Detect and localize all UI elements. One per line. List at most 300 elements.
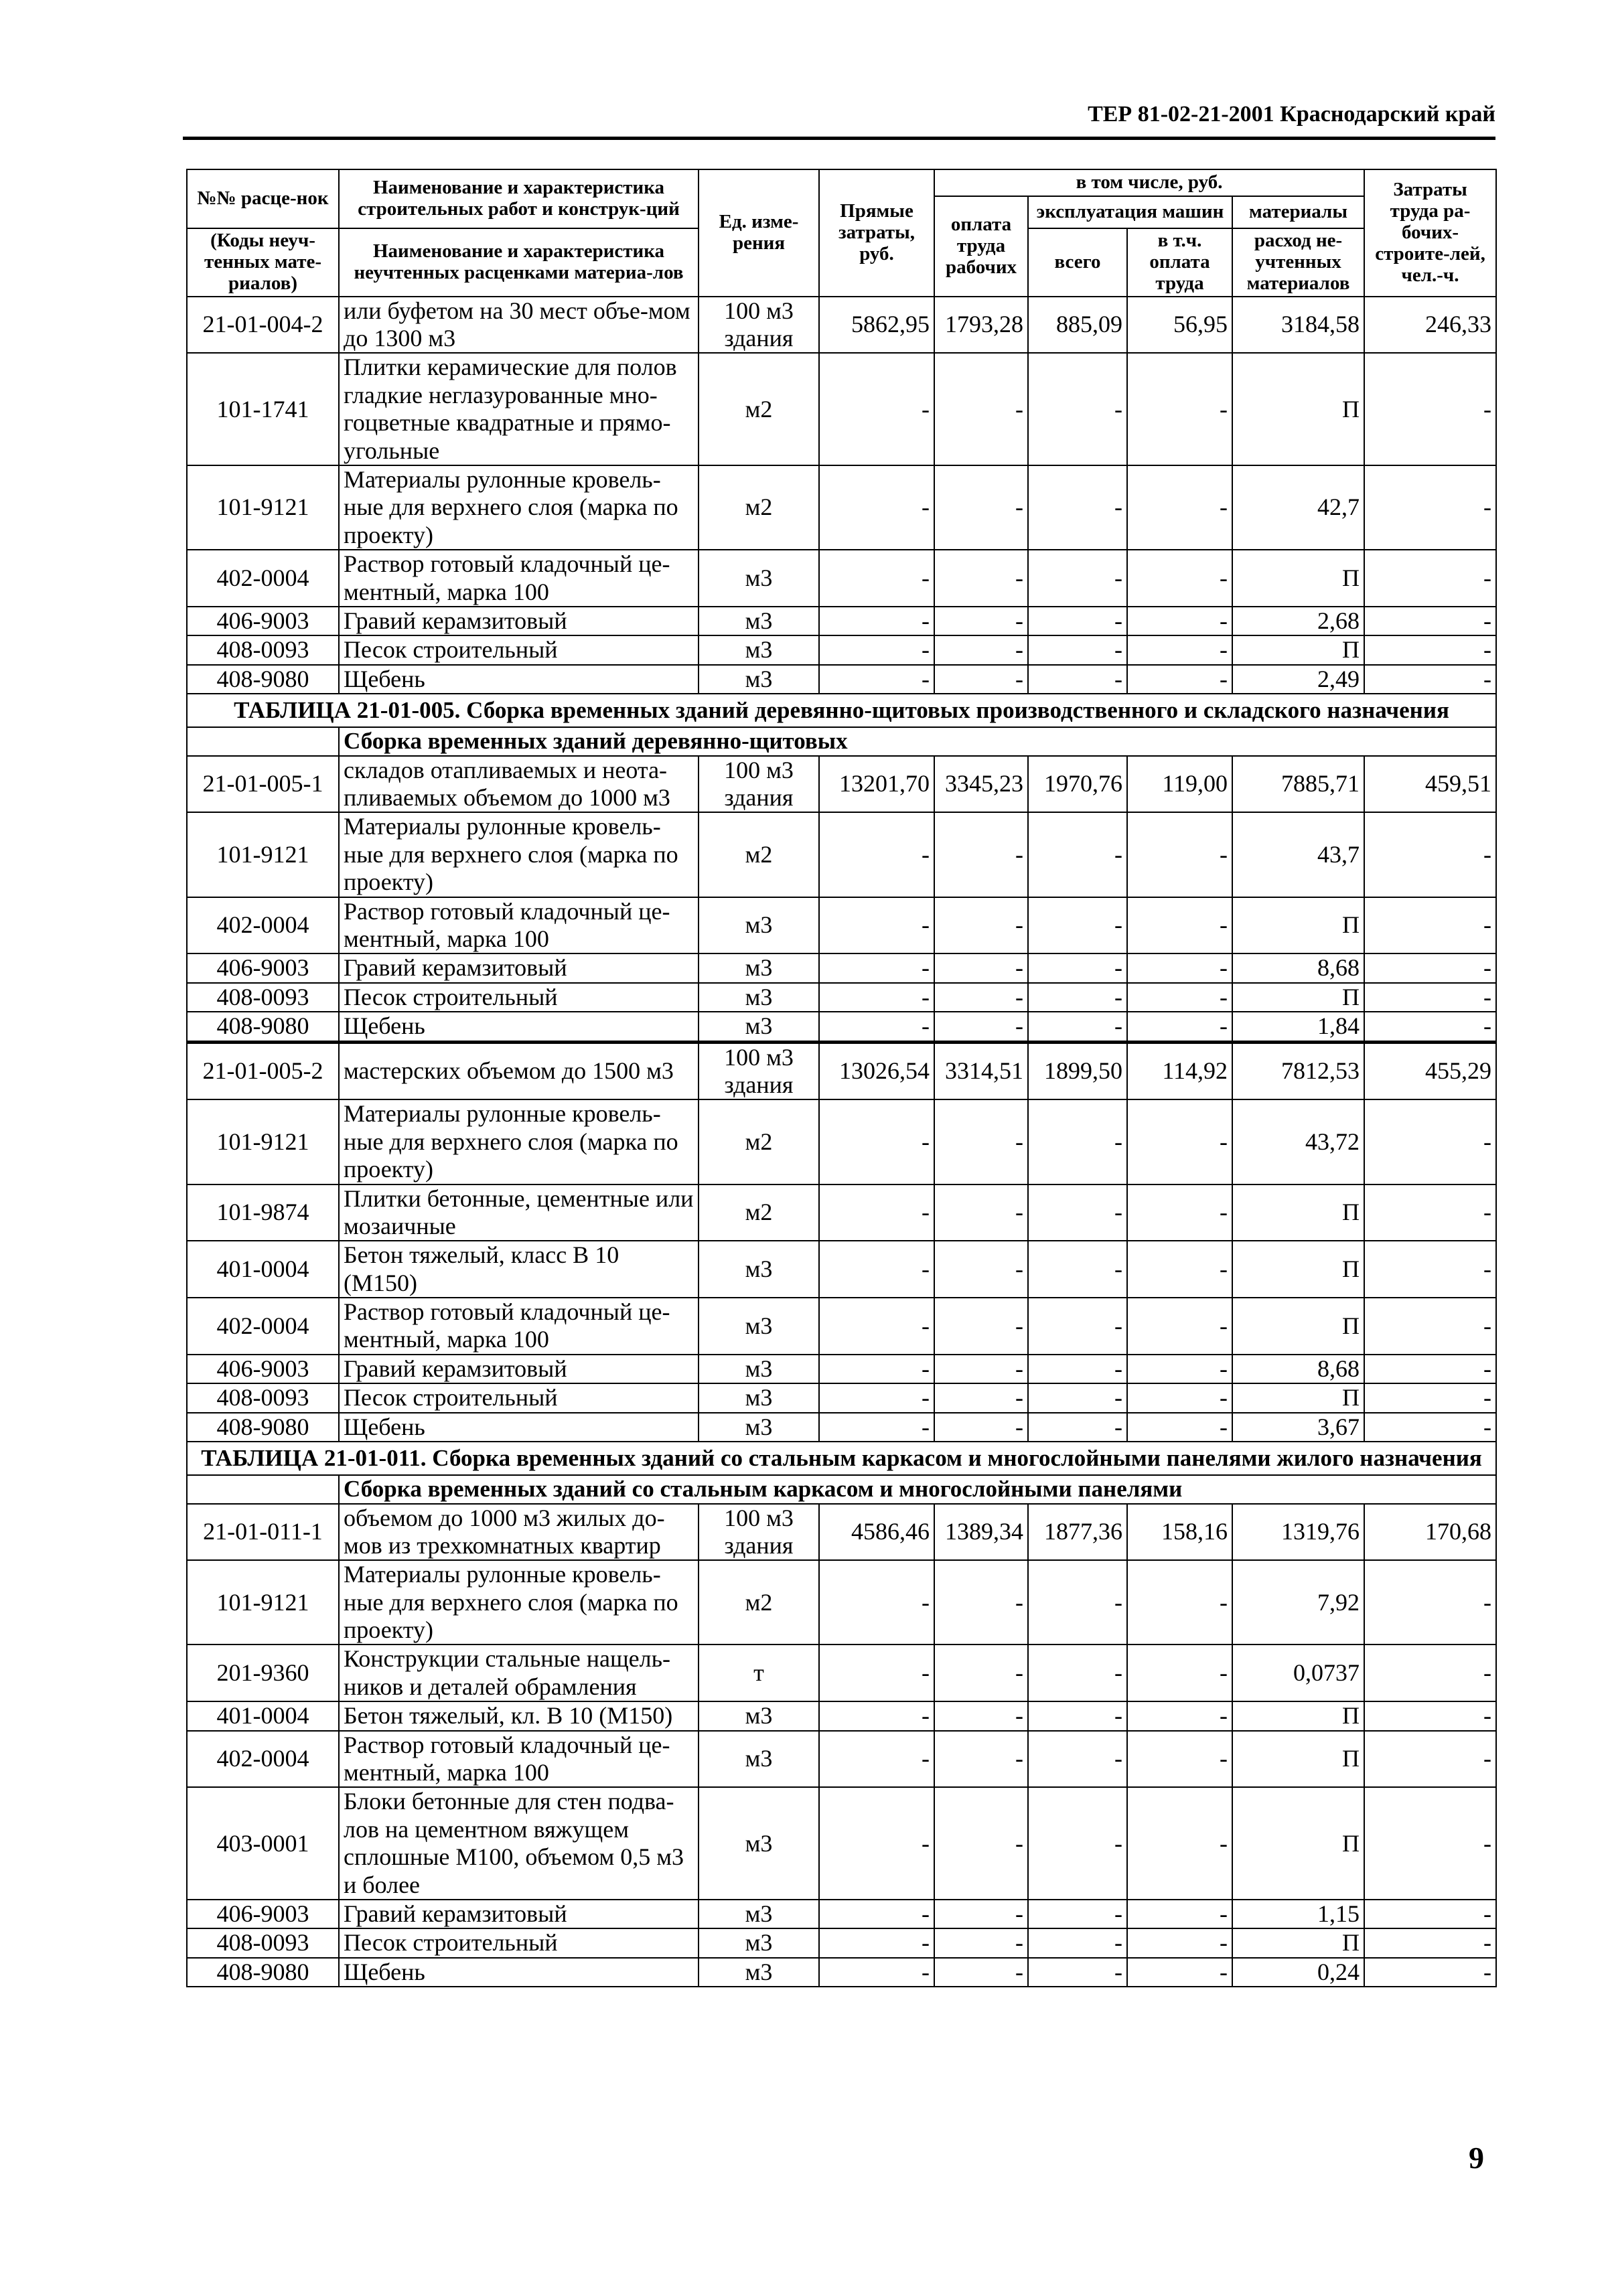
- unit-cell: 100 м3 здания: [699, 297, 819, 354]
- labor-pay-cell: -: [934, 1298, 1028, 1355]
- item-name-cell: Раствор готовый кладочный це-ментный, марка 100: [339, 550, 699, 607]
- labor-pay-cell: -: [934, 1560, 1028, 1644]
- table-row: [187, 812, 1496, 897]
- rate-code-cell: 402-0004: [187, 1731, 339, 1788]
- machines-total-cell: -: [1028, 1701, 1127, 1730]
- machines-labor-pay-cell: -: [1127, 1241, 1232, 1298]
- worker-hours-cell: -: [1364, 812, 1496, 897]
- materials-cell: 3184,58: [1232, 297, 1364, 354]
- unit-cell: м2: [699, 1099, 819, 1184]
- direct-costs-cell: -: [819, 665, 934, 694]
- direct-costs-cell: -: [819, 1355, 934, 1383]
- worker-hours-cell: -: [1364, 1731, 1496, 1788]
- table-row: [187, 1787, 1496, 1900]
- worker-hours-cell: 459,51: [1364, 756, 1496, 813]
- rate-code-cell: 101-9874: [187, 1184, 339, 1241]
- worker-hours-cell: -: [1364, 1241, 1496, 1298]
- table-header: [187, 169, 1496, 297]
- item-name-cell: Гравий керамзитовый: [339, 607, 699, 635]
- rate-code-cell: 408-0093: [187, 1928, 339, 1957]
- machines-labor-pay-cell: -: [1127, 1298, 1232, 1355]
- machines-total-cell: -: [1028, 353, 1127, 465]
- unit-cell: м3: [699, 1928, 819, 1957]
- rate-code-cell: 406-9003: [187, 1355, 339, 1383]
- machines-total-cell: -: [1028, 812, 1127, 897]
- machines-labor-pay-cell: -: [1127, 812, 1232, 897]
- section-title: ТАБЛИЦА 21-01-011. Сборка временных зданий со стальным каркасом и многослойными панелями жилого назначения: [187, 1442, 1496, 1475]
- worker-hours-cell: -: [1364, 953, 1496, 982]
- machines-labor-pay-cell: -: [1127, 1644, 1232, 1701]
- labor-pay-cell: 3345,23: [934, 756, 1028, 813]
- rate-code-cell: 408-0093: [187, 635, 339, 664]
- item-name-cell: Песок строительный: [339, 1383, 699, 1412]
- labor-pay-cell: 3314,51: [934, 1042, 1028, 1099]
- unit-cell: м3: [699, 1383, 819, 1412]
- machines-total-cell: -: [1028, 550, 1127, 607]
- unit-cell: м3: [699, 953, 819, 982]
- direct-costs-cell: -: [819, 897, 934, 954]
- table-row: [187, 1184, 1496, 1241]
- direct-costs-cell: -: [819, 983, 934, 1012]
- direct-costs-cell: -: [819, 353, 934, 465]
- labor-pay-cell: -: [934, 1413, 1028, 1442]
- direct-costs-cell: 5862,95: [819, 297, 934, 354]
- subsection-blank-cell: [187, 727, 339, 755]
- worker-hours-cell: -: [1364, 1701, 1496, 1730]
- materials-cell: 2,49: [1232, 665, 1364, 694]
- machines-labor-pay-cell: -: [1127, 665, 1232, 694]
- rate-code-cell: 402-0004: [187, 1298, 339, 1355]
- worker-hours-cell: -: [1364, 665, 1496, 694]
- direct-costs-cell: 4586,46: [819, 1504, 934, 1561]
- item-name-cell: Блоки бетонные для стен подва-лов на цементном вяжущем сплошные М100, объемом 0,5 м3 и более: [339, 1787, 699, 1900]
- item-name-cell: Конструкции стальные нащель-ников и деталей обрамления: [339, 1644, 699, 1701]
- rate-code-cell: 408-9080: [187, 1413, 339, 1442]
- machines-total-cell: -: [1028, 953, 1127, 982]
- section-title: ТАБЛИЦА 21-01-005. Сборка временных зданий деревянно-щитовых производственного и складского назначения: [187, 694, 1496, 727]
- rate-code-cell: 201-9360: [187, 1644, 339, 1701]
- direct-costs-cell: -: [819, 1787, 934, 1900]
- direct-costs-cell: -: [819, 1241, 934, 1298]
- col-code-subheader: (Коды неуч-тенных мате-риалов): [187, 228, 339, 297]
- machines-total-cell: 1899,50: [1028, 1042, 1127, 1099]
- machines-total-cell: 885,09: [1028, 297, 1127, 354]
- materials-cell: П: [1232, 1731, 1364, 1788]
- materials-cell: П: [1232, 550, 1364, 607]
- machines-labor-pay-cell: -: [1127, 1958, 1232, 1987]
- machines-total-cell: 1970,76: [1028, 756, 1127, 813]
- materials-cell: 2,68: [1232, 607, 1364, 635]
- table-row: [187, 1701, 1496, 1730]
- unit-cell: м3: [699, 1012, 819, 1042]
- materials-cell: 3,67: [1232, 1413, 1364, 1442]
- table-row: [187, 1383, 1496, 1412]
- rate-code-cell: 101-9121: [187, 1099, 339, 1184]
- worker-hours-cell: -: [1364, 1958, 1496, 1987]
- rate-code-cell: 101-9121: [187, 1560, 339, 1644]
- item-name-cell: Гравий керамзитовый: [339, 1900, 699, 1928]
- worker-hours-cell: -: [1364, 1928, 1496, 1957]
- labor-pay-cell: -: [934, 812, 1028, 897]
- table-row: [187, 1241, 1496, 1298]
- col-direct-header: Прямые затраты, руб.: [819, 169, 934, 297]
- rate-code-cell: 408-9080: [187, 665, 339, 694]
- labor-pay-cell: -: [934, 1184, 1028, 1241]
- worker-hours-cell: -: [1364, 983, 1496, 1012]
- machines-total-cell: -: [1028, 1644, 1127, 1701]
- table-row: [187, 1099, 1496, 1184]
- materials-cell: 0,0737: [1232, 1644, 1364, 1701]
- rate-code-cell: 408-9080: [187, 1012, 339, 1042]
- materials-cell: 43,7: [1232, 812, 1364, 897]
- item-name-cell: мастерских объемом до 1500 м3: [339, 1042, 699, 1099]
- table-row: [187, 1928, 1496, 1957]
- machines-total-cell: -: [1028, 1298, 1127, 1355]
- item-name-cell: объемом до 1000 м3 жилых до-мов из трехкомнатных квартир: [339, 1504, 699, 1561]
- labor-pay-cell: -: [934, 1012, 1028, 1042]
- machines-labor-pay-cell: -: [1127, 1355, 1232, 1383]
- machines-labor-pay-cell: -: [1127, 953, 1232, 982]
- unit-cell: м3: [699, 1355, 819, 1383]
- rate-code-cell: 408-0093: [187, 983, 339, 1012]
- item-name-cell: Песок строительный: [339, 1928, 699, 1957]
- table-row: [187, 465, 1496, 550]
- unit-cell: м3: [699, 665, 819, 694]
- machines-total-cell: -: [1028, 1012, 1127, 1042]
- direct-costs-cell: -: [819, 1644, 934, 1701]
- col-mach-labor-header: в т.ч. оплата труда: [1127, 228, 1232, 297]
- col-materials-header: материалы: [1232, 196, 1364, 228]
- table-row: [187, 983, 1496, 1012]
- machines-labor-pay-cell: -: [1127, 1184, 1232, 1241]
- item-name-cell: Гравий керамзитовый: [339, 1355, 699, 1383]
- worker-hours-cell: -: [1364, 550, 1496, 607]
- direct-costs-cell: -: [819, 1298, 934, 1355]
- machines-total-cell: -: [1028, 607, 1127, 635]
- labor-pay-cell: -: [934, 1383, 1028, 1412]
- machines-labor-pay-cell: -: [1127, 635, 1232, 664]
- unit-cell: м3: [699, 550, 819, 607]
- table-row: [187, 897, 1496, 954]
- labor-pay-cell: -: [934, 1644, 1028, 1701]
- subsection-row: [187, 1475, 1496, 1503]
- table-row: [187, 1012, 1496, 1042]
- machines-labor-pay-cell: -: [1127, 897, 1232, 954]
- rate-code-cell: 21-01-011-1: [187, 1504, 339, 1561]
- labor-pay-cell: -: [934, 550, 1028, 607]
- labor-pay-cell: -: [934, 465, 1028, 550]
- subsection-row: [187, 727, 1496, 755]
- rate-code-cell: 402-0004: [187, 550, 339, 607]
- machines-total-cell: -: [1028, 1355, 1127, 1383]
- machines-labor-pay-cell: -: [1127, 1099, 1232, 1184]
- unit-cell: т: [699, 1644, 819, 1701]
- item-name-cell: Песок строительный: [339, 635, 699, 664]
- item-name-cell: Бетон тяжелый, класс В 10 (М150): [339, 1241, 699, 1298]
- labor-pay-cell: -: [934, 1701, 1028, 1730]
- direct-costs-cell: -: [819, 1560, 934, 1644]
- machines-total-cell: -: [1028, 1383, 1127, 1412]
- table-row: [187, 953, 1496, 982]
- direct-costs-cell: -: [819, 635, 934, 664]
- unit-cell: м2: [699, 353, 819, 465]
- materials-cell: 8,68: [1232, 1355, 1364, 1383]
- direct-costs-cell: -: [819, 1012, 934, 1042]
- table-row: [187, 1731, 1496, 1788]
- direct-costs-cell: -: [819, 1731, 934, 1788]
- labor-pay-cell: -: [934, 635, 1028, 664]
- unit-cell: м3: [699, 1787, 819, 1900]
- labor-pay-cell: -: [934, 1900, 1028, 1928]
- item-name-cell: Материалы рулонные кровель-ные для верхнего слоя (марка по проекту): [339, 1560, 699, 1644]
- direct-costs-cell: -: [819, 1413, 934, 1442]
- item-name-cell: Раствор готовый кладочный це-ментный, марка 100: [339, 897, 699, 954]
- item-name-cell: Щебень: [339, 1012, 699, 1042]
- direct-costs-cell: -: [819, 953, 934, 982]
- machines-labor-pay-cell: -: [1127, 550, 1232, 607]
- machines-total-cell: -: [1028, 1900, 1127, 1928]
- rate-code-cell: 408-0093: [187, 1383, 339, 1412]
- unit-cell: м3: [699, 1701, 819, 1730]
- table-row: [187, 1298, 1496, 1355]
- item-name-cell: Материалы рулонные кровель-ные для верхнего слоя (марка по проекту): [339, 1099, 699, 1184]
- machines-total-cell: -: [1028, 1099, 1127, 1184]
- labor-pay-cell: -: [934, 353, 1028, 465]
- machines-labor-pay-cell: -: [1127, 983, 1232, 1012]
- direct-costs-cell: 13026,54: [819, 1042, 934, 1099]
- machines-total-cell: -: [1028, 1413, 1127, 1442]
- machines-total-cell: -: [1028, 1731, 1127, 1788]
- materials-cell: П: [1232, 1787, 1364, 1900]
- item-name-cell: Материалы рулонные кровель-ные для верхнего слоя (марка по проекту): [339, 812, 699, 897]
- unit-cell: м3: [699, 1413, 819, 1442]
- col-materials-subheader: расход не-учтенных материалов: [1232, 228, 1364, 297]
- worker-hours-cell: 246,33: [1364, 297, 1496, 354]
- machines-total-cell: -: [1028, 1787, 1127, 1900]
- worker-hours-cell: -: [1364, 1787, 1496, 1900]
- worker-hours-cell: -: [1364, 1184, 1496, 1241]
- rate-code-cell: 21-01-005-1: [187, 756, 339, 813]
- machines-labor-pay-cell: -: [1127, 1701, 1232, 1730]
- machines-total-cell: -: [1028, 665, 1127, 694]
- machines-total-cell: -: [1028, 465, 1127, 550]
- table-row: [187, 1958, 1496, 1987]
- table-row: [187, 635, 1496, 664]
- materials-cell: 1319,76: [1232, 1504, 1364, 1561]
- materials-cell: П: [1232, 353, 1364, 465]
- worker-hours-cell: -: [1364, 1413, 1496, 1442]
- materials-cell: 0,24: [1232, 1958, 1364, 1987]
- rate-code-cell: 403-0001: [187, 1787, 339, 1900]
- materials-cell: П: [1232, 983, 1364, 1012]
- labor-pay-cell: -: [934, 1241, 1028, 1298]
- table-row: [187, 1413, 1496, 1442]
- unit-cell: м3: [699, 1731, 819, 1788]
- table-row: [187, 1644, 1496, 1701]
- materials-cell: 7885,71: [1232, 756, 1364, 813]
- subsection-title: Сборка временных зданий со стальным каркасом и многослойными панелями: [339, 1475, 1496, 1503]
- machines-total-cell: -: [1028, 897, 1127, 954]
- item-name-cell: Раствор готовый кладочный це-ментный, марка 100: [339, 1298, 699, 1355]
- subsection-blank-cell: [187, 1475, 339, 1503]
- worker-hours-cell: 455,29: [1364, 1042, 1496, 1099]
- unit-cell: м3: [699, 897, 819, 954]
- item-name-cell: Щебень: [339, 665, 699, 694]
- table-row: [187, 353, 1496, 465]
- table-row: [187, 1355, 1496, 1383]
- machines-labor-pay-cell: -: [1127, 1012, 1232, 1042]
- item-name-cell: Материалы рулонные кровель-ные для верхнего слоя (марка по проекту): [339, 465, 699, 550]
- direct-costs-cell: -: [819, 550, 934, 607]
- unit-cell: м3: [699, 983, 819, 1012]
- machines-labor-pay-cell: -: [1127, 465, 1232, 550]
- rate-code-cell: 21-01-004-2: [187, 297, 339, 354]
- labor-pay-cell: -: [934, 1928, 1028, 1957]
- direct-costs-cell: -: [819, 1958, 934, 1987]
- machines-labor-pay-cell: -: [1127, 1383, 1232, 1412]
- item-name-cell: Гравий керамзитовый: [339, 953, 699, 982]
- machines-labor-pay-cell: -: [1127, 353, 1232, 465]
- materials-cell: П: [1232, 635, 1364, 664]
- unit-cell: 100 м3 здания: [699, 756, 819, 813]
- direct-costs-cell: -: [819, 1099, 934, 1184]
- machines-labor-pay-cell: -: [1127, 1787, 1232, 1900]
- col-labor-header: оплата труда рабочих: [934, 196, 1028, 297]
- item-name-cell: Бетон тяжелый, кл. В 10 (М150): [339, 1701, 699, 1730]
- direct-costs-cell: -: [819, 465, 934, 550]
- rate-code-cell: 406-9003: [187, 607, 339, 635]
- machines-total-cell: -: [1028, 1928, 1127, 1957]
- subsection-title: Сборка временных зданий деревянно-щитовых: [339, 727, 1496, 755]
- col-code-header: №№ расце-нок: [187, 169, 339, 228]
- labor-pay-cell: -: [934, 897, 1028, 954]
- materials-cell: 7812,53: [1232, 1042, 1364, 1099]
- unit-cell: м2: [699, 465, 819, 550]
- worker-hours-cell: -: [1364, 1298, 1496, 1355]
- machines-labor-pay-cell: -: [1127, 1560, 1232, 1644]
- machines-total-cell: -: [1028, 1184, 1127, 1241]
- direct-costs-cell: -: [819, 607, 934, 635]
- col-name-header: Наименование и характеристика строительных работ и конструк-ций: [339, 169, 699, 228]
- direct-costs-cell: 13201,70: [819, 756, 934, 813]
- materials-cell: П: [1232, 1383, 1364, 1412]
- materials-cell: 1,15: [1232, 1900, 1364, 1928]
- materials-cell: 8,68: [1232, 953, 1364, 982]
- unit-cell: м2: [699, 1184, 819, 1241]
- materials-cell: П: [1232, 1298, 1364, 1355]
- table-row: [187, 1560, 1496, 1644]
- worker-hours-cell: -: [1364, 1355, 1496, 1383]
- direct-costs-cell: -: [819, 812, 934, 897]
- table-row: [187, 550, 1496, 607]
- section-row: [187, 1442, 1496, 1475]
- group-machines-header: эксплуатация машин: [1028, 196, 1232, 228]
- machines-labor-pay-cell: 56,95: [1127, 297, 1232, 354]
- table-row: [187, 665, 1496, 694]
- materials-cell: 1,84: [1232, 1012, 1364, 1042]
- labor-pay-cell: -: [934, 607, 1028, 635]
- materials-cell: П: [1232, 1184, 1364, 1241]
- direct-costs-cell: -: [819, 1701, 934, 1730]
- machines-labor-pay-cell: -: [1127, 607, 1232, 635]
- machines-labor-pay-cell: 114,92: [1127, 1042, 1232, 1099]
- materials-cell: П: [1232, 1928, 1364, 1957]
- section-row: [187, 694, 1496, 727]
- direct-costs-cell: -: [819, 1383, 934, 1412]
- table-row: [187, 1504, 1496, 1561]
- header-rule: [183, 137, 1495, 140]
- machines-labor-pay-cell: -: [1127, 1413, 1232, 1442]
- rate-code-cell: 101-9121: [187, 812, 339, 897]
- group-incl-header: в том числе, руб.: [934, 169, 1364, 196]
- rate-code-cell: 402-0004: [187, 897, 339, 954]
- table-row: [187, 756, 1496, 813]
- item-name-cell: Щебень: [339, 1958, 699, 1987]
- materials-cell: П: [1232, 897, 1364, 954]
- rate-code-cell: 401-0004: [187, 1241, 339, 1298]
- worker-hours-cell: -: [1364, 1383, 1496, 1412]
- table-body: [187, 297, 1496, 1987]
- machines-total-cell: 1877,36: [1028, 1504, 1127, 1561]
- col-workers-header: Затраты труда ра-бочих-строите-лей, чел.-ч.: [1364, 169, 1496, 297]
- labor-pay-cell: -: [934, 665, 1028, 694]
- materials-cell: 42,7: [1232, 465, 1364, 550]
- unit-cell: 100 м3 здания: [699, 1042, 819, 1099]
- rate-code-cell: 101-9121: [187, 465, 339, 550]
- machines-labor-pay-cell: 119,00: [1127, 756, 1232, 813]
- item-name-cell: Плитки керамические для полов гладкие неглазурованные мно-гоцветные квадратные и прямо-угольные: [339, 353, 699, 465]
- machines-total-cell: -: [1028, 635, 1127, 664]
- page-number: 9: [1469, 2141, 1484, 2175]
- unit-cell: м3: [699, 1298, 819, 1355]
- worker-hours-cell: -: [1364, 1012, 1496, 1042]
- unit-cell: м2: [699, 1560, 819, 1644]
- running-header: ТЕР 81-02-21-2001 Краснодарский край: [1088, 102, 1495, 127]
- rate-code-cell: 406-9003: [187, 1900, 339, 1928]
- materials-cell: П: [1232, 1701, 1364, 1730]
- rate-code-cell: 101-1741: [187, 353, 339, 465]
- item-name-cell: Раствор готовый кладочный це-ментный, марка 100: [339, 1731, 699, 1788]
- unit-cell: м3: [699, 635, 819, 664]
- machines-total-cell: -: [1028, 1958, 1127, 1987]
- unit-cell: м3: [699, 1900, 819, 1928]
- item-name-cell: Плитки бетонные, цементные или мозаичные: [339, 1184, 699, 1241]
- worker-hours-cell: -: [1364, 1644, 1496, 1701]
- table-row: [187, 297, 1496, 354]
- col-unit-header: Ед. изме-рения: [699, 169, 819, 297]
- direct-costs-cell: -: [819, 1928, 934, 1957]
- machines-total-cell: -: [1028, 1241, 1127, 1298]
- materials-cell: 7,92: [1232, 1560, 1364, 1644]
- rate-code-cell: 21-01-005-2: [187, 1042, 339, 1099]
- materials-cell: 43,72: [1232, 1099, 1364, 1184]
- worker-hours-cell: -: [1364, 1560, 1496, 1644]
- machines-labor-pay-cell: 158,16: [1127, 1504, 1232, 1561]
- item-name-cell: или буфетом на 30 мест объе-мом до 1300 м3: [339, 297, 699, 354]
- labor-pay-cell: -: [934, 1731, 1028, 1788]
- direct-costs-cell: -: [819, 1184, 934, 1241]
- machines-labor-pay-cell: -: [1127, 1900, 1232, 1928]
- worker-hours-cell: -: [1364, 1099, 1496, 1184]
- direct-costs-cell: -: [819, 1900, 934, 1928]
- labor-pay-cell: 1793,28: [934, 297, 1028, 354]
- materials-cell: П: [1232, 1241, 1364, 1298]
- labor-pay-cell: -: [934, 983, 1028, 1012]
- item-name-cell: складов отапливаемых и неота-пливаемых объемом до 1000 м3: [339, 756, 699, 813]
- labor-pay-cell: -: [934, 1099, 1028, 1184]
- col-name-subheader: Наименование и характеристика неучтенных расценками материа-лов: [339, 228, 699, 297]
- worker-hours-cell: 170,68: [1364, 1504, 1496, 1561]
